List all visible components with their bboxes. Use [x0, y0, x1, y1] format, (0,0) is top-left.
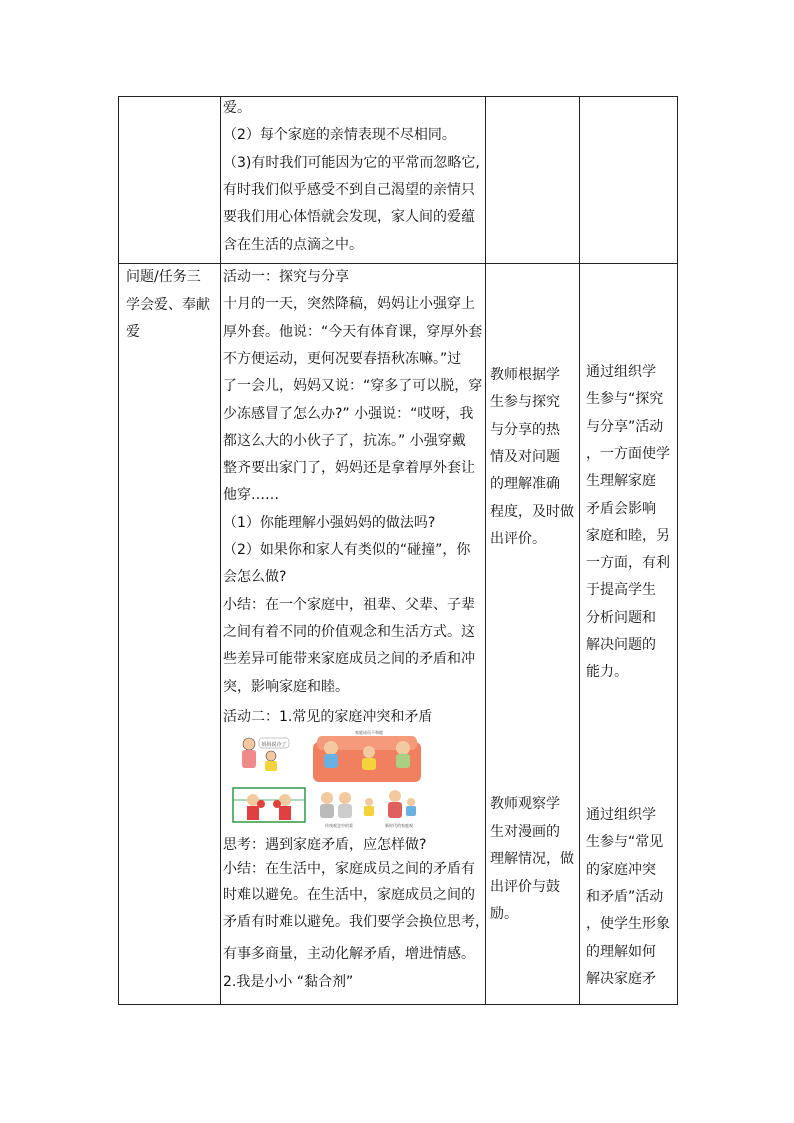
teacher-line: 励。	[490, 906, 518, 922]
content-line: 思考：遇到家庭矛盾，应怎样做?	[223, 837, 427, 853]
content-line: 些差异可能带来家庭成员之间的矛盾和冲	[223, 651, 475, 668]
content-line: 爱。	[223, 100, 251, 116]
intent-line: 于提高学生	[586, 582, 656, 599]
intent-line: 一方面，有利	[586, 555, 670, 572]
teacher-line: 生参与探究	[490, 394, 560, 411]
content-line: 小结：在一个家庭中，祖辈、父辈、子辈	[223, 596, 475, 613]
content-line: 厚外套。他说：“今天有体育课，穿厚外套	[223, 323, 483, 340]
intent-line: ，使学生形象	[586, 916, 670, 933]
intent-line: 通过组织学	[586, 807, 656, 823]
content-line: 整齐要出家门了，妈妈还是拿着厚外套让	[223, 460, 475, 477]
content-line: 之间有着不同的价值观念和生活方式。这	[223, 623, 475, 640]
content-line: （1）你能理解小强妈妈的做法吗?	[223, 514, 436, 531]
content-line: 会怎么做?	[223, 569, 287, 586]
intent-line: 家庭和睦，另	[586, 527, 670, 544]
content-line: 有事多商量，主动化解矛盾，增进情感。	[223, 946, 475, 962]
intent-line: 解决家庭矛	[586, 970, 656, 987]
content-line: 有时我们似乎感受不到自己渴望的亲情只	[223, 181, 475, 198]
cartoon-panel-boxing-ring	[233, 788, 305, 822]
family-conflict-cartoon	[229, 730, 425, 830]
intent-line: 分析问题和	[586, 609, 656, 626]
row-divider	[119, 263, 677, 264]
teacher-line: 出评价。	[490, 530, 546, 547]
cartoon-panel-mother-child	[231, 734, 295, 778]
column-divider-2	[485, 97, 486, 1004]
content-line: 要我们用心体悟就会发现，家人间的爱蕴	[223, 209, 475, 226]
intent-line: 生参与“常见	[586, 834, 664, 851]
intent-line: 通过组织学	[586, 364, 656, 380]
content-line: 少冻感冒了怎么办?” 小强说：“哎呀，我	[223, 405, 474, 422]
teacher-line: 与分享的热	[490, 421, 560, 438]
panel1-caption: 妈妈说冷了	[261, 742, 287, 748]
teacher-line: 生对漫画的	[490, 823, 560, 840]
intent-line: 生参与“探究	[586, 391, 664, 408]
intent-line: 解决问题的	[586, 637, 656, 653]
content-line: 他穿……	[223, 487, 279, 504]
task-line: 学会爱、奉献	[126, 296, 210, 313]
intent-line: 的家庭冲突	[586, 861, 656, 878]
column-divider-1	[220, 97, 221, 1004]
task-line: 问题/任务三	[126, 269, 201, 285]
intent-line: 的理解如何	[586, 943, 656, 960]
content-line: 时难以避免。在生活中，家庭成员之间的	[223, 887, 475, 903]
intent-line: ，一方面使学	[586, 445, 670, 462]
content-line: 突，影响家庭和睦。	[223, 678, 349, 695]
cartoon-panel-grandparents	[320, 790, 416, 828]
column-divider-3	[579, 97, 580, 1004]
intent-line: 和矛盾”活动	[586, 888, 664, 905]
content-line: （2）每个家庭的亲情表现不尽相同。	[223, 127, 456, 144]
content-line: 了一会儿，妈妈又说：“穿多了可以脱，穿	[223, 378, 483, 395]
cartoon-panel-family-sofa	[313, 730, 421, 782]
task-line: 爱	[126, 324, 140, 340]
content-line: 小结：在生活中，家庭成员之间的矛盾有	[223, 861, 475, 877]
intent-line: 能力。	[586, 664, 628, 681]
content-line: 矛盾有时难以避免。我们要学会换位思考，	[223, 914, 489, 930]
teacher-line: 教师根据学	[490, 367, 560, 383]
teacher-line: 教师观察学	[490, 796, 560, 812]
teacher-line: 程度，及时做	[490, 503, 574, 520]
panel2-caption: 家庭成员不和睦	[355, 730, 383, 735]
teacher-line: 理解情况，做	[490, 851, 574, 867]
teacher-line: 的理解准确	[490, 476, 560, 493]
activity2-title: 活动二：1.常见的家庭冲突和矛盾	[223, 709, 433, 725]
content-line: 2.我是小小 “黏合剂”	[223, 974, 354, 990]
content-line: 不方便运动，更何况要春捂秋冻嘛。”过	[223, 350, 462, 367]
content-line: 都这么大的小伙子了，抗冻。” 小强穿戴	[223, 432, 466, 449]
intent-line: 生理解家庭	[586, 473, 656, 490]
content-line: 活动一：探究与分享	[223, 269, 349, 285]
panel3-right-caption: 新时代的家庭观	[385, 823, 413, 828]
teacher-line: 出评价与鼓	[490, 878, 560, 895]
teacher-line: 情及对问题	[490, 448, 560, 465]
intent-line: 矛盾会影响	[586, 500, 656, 517]
intent-line: 与分享”活动	[586, 418, 664, 435]
content-line: 含在生活的点滴之中。	[223, 236, 363, 253]
content-line: （2）如果你和家人有类似的“碰撞”，你	[223, 542, 471, 558]
panel3-left-caption: 传统观念中的爱	[325, 823, 353, 828]
content-line: （3)有时我们可能因为它的平常而忽略它,	[223, 154, 480, 171]
content-line: 十月的一天，突然降稿，妈妈让小强穿上	[223, 296, 475, 313]
